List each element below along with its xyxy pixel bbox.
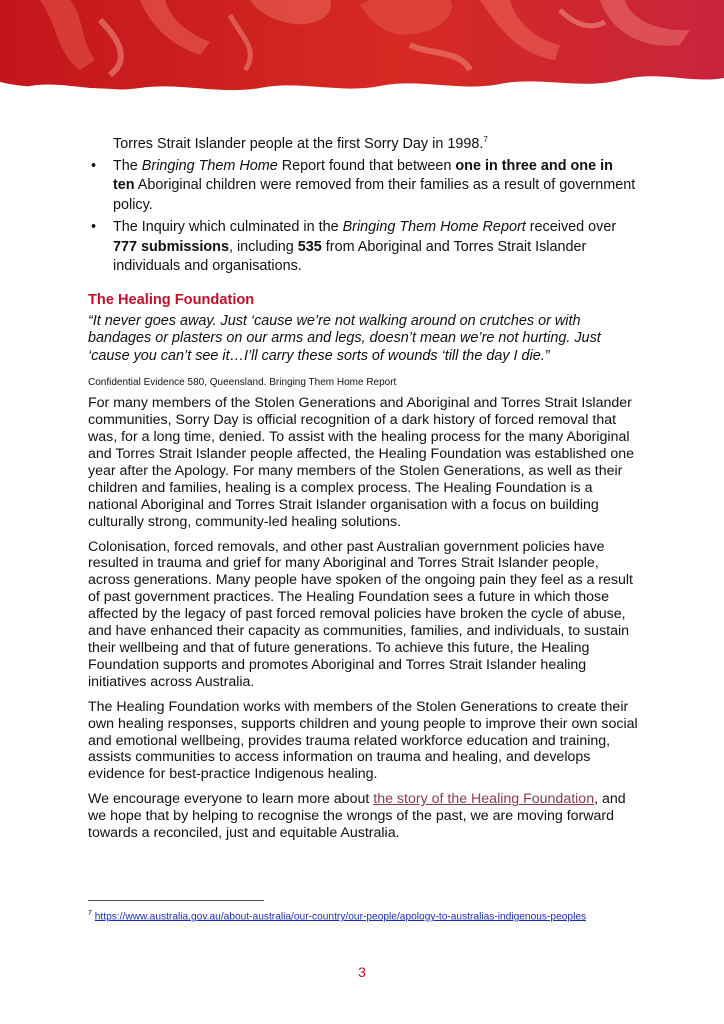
bullet-dot: • [91, 157, 97, 174]
page-number: 3 [358, 964, 366, 980]
healing-foundation-story-link[interactable]: the story of the Healing Foundation [373, 791, 595, 808]
list-item: • The Inquiry which culminated in the Bringing Them Home Report received over 777 submissions, including 535 from Aboriginal and Torres Strait Islander individuals and organisations. [91, 219, 617, 275]
body-paragraph: Colonisation, forced removals, and other past Australian government policies have resulted in trauma and grief for many Aboriginal and Torres Strait Islander people, across generations. Many people have spoken of the ongoing pain they feel as a result of past government practices. The Healing Foundation sees a future in which those affected by the legacy of past forced removal policies have broken the cycle of abuse, and have enhanced their capacity as communities, families, and individuals, to sustain their wellbeing and that of future generations. To achieve this future, the Healing Foundation supports and promotes Aboriginal and Torres Strait Islander healing initiatives across Australia. [88, 538, 633, 690]
testimony-quote: “It never goes away. Just ‘cause we’re not walking around on crutches or with bandages or plasters on our arms and legs, doesn’t mean we’re not hurting. Just ‘cause you can’t see it…I’ll carry these sorts of wounds ‘till the day I die.” [88, 312, 601, 364]
list-item: • The Bringing Them Home Report found that between one in three and one in ten Aboriginal children were removed from their families as a result of government policy. [91, 157, 636, 213]
footnote-divider [88, 900, 264, 901]
footnote [88, 906, 628, 924]
body-paragraph: For many members of the Stolen Generations and Aboriginal and Torres Strait Islander communities, Sorry Day is official recognition of a dark history of forced removal that was, for a long time, denied. To assist with the healing process for the many Aboriginal and Torres Strait Islander people affected, the Healing Foundation was established one year after the Apology. For many members of the Stolen Generations, as well as their children and families, healing is a complex process. The Healing Foundation is a national Aboriginal and Torres Strait Islander organisation with a focus on building culturally strong, community-led healing solutions. [88, 395, 635, 530]
footnote-ref[interactable]: 7 [483, 135, 488, 144]
fact-bullet-list [88, 157, 638, 277]
header-banner-art [0, 0, 724, 100]
footnote-number: 7 [88, 910, 92, 917]
footnote-url-link[interactable]: https://www.australia.gov.au/about-australia/our-country/our-people/apology-to-australias-indigenous-peoples [94, 911, 587, 923]
section-heading: The Healing Foundation [88, 291, 255, 308]
quote-source: Confidential Evidence 580, Queensland. Bringing Them Home Report [88, 377, 397, 389]
bullet-dot: • [91, 219, 97, 236]
body-paragraph: The Healing Foundation works with members of the Stolen Generations to create their own healing responses, supports children and young people to improve their own social and emotional wellbeing, provides trauma related workforce education and training, assists communities to access information on trauma and healing, and develops evidence for best-practice Indigenous healing. [88, 698, 638, 783]
page-content [88, 130, 638, 842]
closing-paragraph: We encourage everyone to learn more about the story of the Healing Foundation, and we hope that by helping to recognise the wrongs of the past, we are moving forward towards a reconciled, just and equitable Australia. [88, 791, 626, 842]
bullet-continuation: Torres Strait Islander people at the first Sorry Day in 1998.$^7$ [113, 135, 488, 152]
